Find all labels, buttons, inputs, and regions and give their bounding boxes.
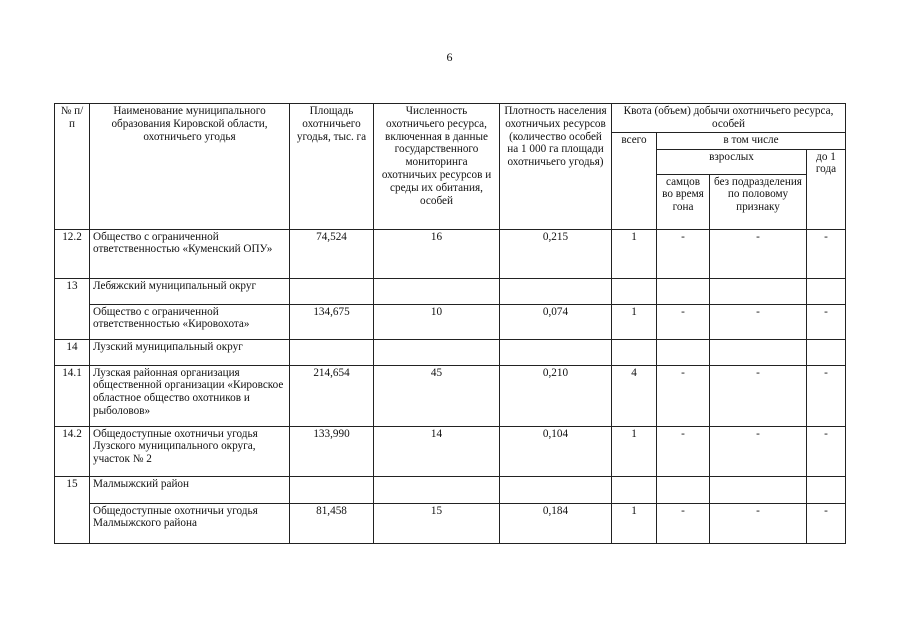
cell-under1: - — [807, 426, 846, 476]
cell-males: - — [657, 365, 710, 426]
cell-total: 4 — [612, 365, 657, 426]
cell-nosex — [710, 339, 807, 365]
cell-count — [374, 339, 500, 365]
cell-nosex: - — [710, 304, 807, 339]
header-under1: до 1 года — [807, 149, 846, 229]
cell-density: 0,215 — [500, 229, 612, 278]
cell-males: - — [657, 426, 710, 476]
cell-num: 14 — [55, 339, 90, 365]
cell-area: 134,675 — [290, 304, 374, 339]
cell-density — [500, 278, 612, 304]
header-males: самцов во время гона — [657, 174, 710, 229]
cell-name: Лузская районная организация общественной организации «Кировское областное общество охотников и рыболовов» — [90, 365, 290, 426]
cell-under1 — [807, 476, 846, 503]
cell-males — [657, 476, 710, 503]
cell-count: 16 — [374, 229, 500, 278]
cell-nosex — [710, 476, 807, 503]
table-row — [55, 278, 846, 304]
cell-num: 12.2 — [55, 229, 90, 278]
cell-total — [612, 339, 657, 365]
header-density: Плотность населения охотничьих ресурсов (количество особей на 1 000 га площади охотничьего угодья) — [500, 104, 612, 230]
table-row — [55, 426, 846, 476]
cell-under1 — [807, 339, 846, 365]
cell-area: 81,458 — [290, 503, 374, 543]
cell-area — [290, 278, 374, 304]
cell-under1: - — [807, 304, 846, 339]
header-row-1 — [55, 104, 846, 133]
cell-num: 14.1 — [55, 365, 90, 426]
cell-area: 214,654 — [290, 365, 374, 426]
cell-density: 0,210 — [500, 365, 612, 426]
cell-males — [657, 339, 710, 365]
cell-nosex — [710, 278, 807, 304]
cell-density: 0,104 — [500, 426, 612, 476]
cell-under1: - — [807, 503, 846, 543]
cell-males: - — [657, 503, 710, 543]
cell-males: - — [657, 229, 710, 278]
cell-under1: - — [807, 229, 846, 278]
cell-under1: - — [807, 365, 846, 426]
table-row — [55, 229, 846, 278]
table-row — [55, 304, 846, 339]
table-row — [55, 476, 846, 503]
cell-area — [290, 476, 374, 503]
cell-area: 133,990 — [290, 426, 374, 476]
cell-nosex: - — [710, 229, 807, 278]
table-row — [55, 339, 846, 365]
cell-total — [612, 476, 657, 503]
cell-count — [374, 476, 500, 503]
cell-count: 14 — [374, 426, 500, 476]
header-quota: Квота (объем) добычи охотничьего ресурса, особей — [612, 104, 846, 133]
cell-area — [290, 339, 374, 365]
cell-under1 — [807, 278, 846, 304]
table-row — [55, 365, 846, 426]
cell-density — [500, 339, 612, 365]
cell-name: Лузский муниципальный округ — [90, 339, 290, 365]
cell-num: 15 — [55, 476, 90, 543]
cell-nosex: - — [710, 426, 807, 476]
header-including: в том числе — [657, 132, 846, 149]
cell-density: 0,074 — [500, 304, 612, 339]
cell-total: 1 — [612, 229, 657, 278]
cell-males — [657, 278, 710, 304]
cell-name: Малмыжский район — [90, 476, 290, 503]
cell-num: 13 — [55, 278, 90, 339]
cell-count: 15 — [374, 503, 500, 543]
header-num: № п/п — [55, 104, 90, 230]
cell-total: 1 — [612, 503, 657, 543]
header-nosex: без подразделения по половому признаку — [710, 174, 807, 229]
cell-name: Общедоступные охотничьи угодья Малмыжского района — [90, 503, 290, 543]
header-adults: взрослых — [657, 149, 807, 174]
cell-density — [500, 476, 612, 503]
cell-name: Общество с ограниченной ответственностью «Куменский ОПУ» — [90, 229, 290, 278]
header-area: Площадь охотничьего угодья, тыс. га — [290, 104, 374, 230]
cell-num: 14.2 — [55, 426, 90, 476]
cell-density: 0,184 — [500, 503, 612, 543]
cell-total: 1 — [612, 426, 657, 476]
header-total: всего — [612, 132, 657, 229]
cell-nosex: - — [710, 503, 807, 543]
header-count: Численность охотничьего ресурса, включенная в данные государственного мониторинга охотничьих ресурсов и среды их обитания, особей — [374, 104, 500, 230]
cell-males: - — [657, 304, 710, 339]
header-name: Наименование муниципального образования Кировской области, охотничьего угодья — [90, 104, 290, 230]
cell-count — [374, 278, 500, 304]
table-row — [55, 503, 846, 543]
quota-table — [54, 103, 846, 544]
cell-name: Общедоступные охотничьи угодья Лузского муниципального округа, участок № 2 — [90, 426, 290, 476]
cell-name: Общество с ограниченной ответственностью «Кировохота» — [90, 304, 290, 339]
cell-nosex: - — [710, 365, 807, 426]
cell-area: 74,524 — [290, 229, 374, 278]
page-number: 6 — [446, 50, 453, 64]
cell-name: Лебяжский муниципальный округ — [90, 278, 290, 304]
cell-total — [612, 278, 657, 304]
cell-total: 1 — [612, 304, 657, 339]
cell-count: 45 — [374, 365, 500, 426]
cell-count: 10 — [374, 304, 500, 339]
